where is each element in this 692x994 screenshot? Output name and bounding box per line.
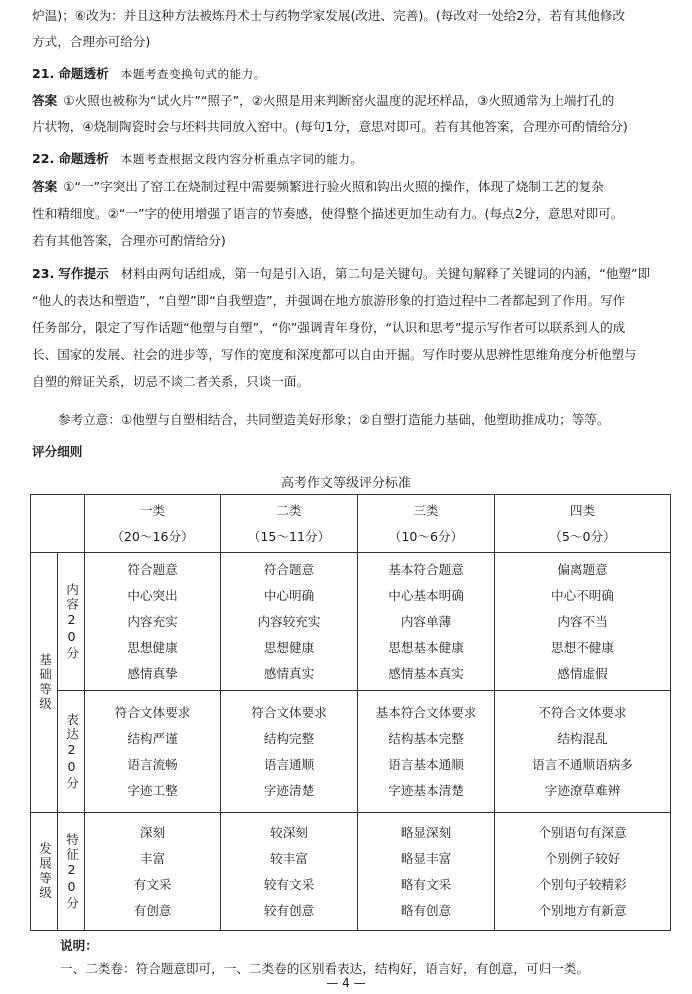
- answer-label: 答案: [32, 179, 58, 194]
- table-cell: 个别语句有深意 个别例子较好 个别句子较精彩 个别地方有新意: [495, 813, 671, 931]
- row-label: 内容20分: [58, 553, 85, 691]
- grade-header: 四类 （5～0分）: [495, 495, 671, 553]
- text-line: 材料由两句话组成，第一句是引入语，第二句是关键句。关键句解释了关键词的内涵，“他塑”即: [120, 266, 651, 281]
- answer-label: 答案: [32, 93, 58, 108]
- note-line: 一、二类卷：符合题意即可，一、二类卷的区别看表达，结构好，语言好，有创意，可归一类。: [60, 961, 589, 976]
- text-line: 任务部分，限定了写作话题“他塑与自塑”，“你”强调青年身份，“认识和思考”提示写作者可以联系到人的成: [32, 320, 626, 335]
- scoring-table: [30, 494, 671, 931]
- text-line: 自塑的辩证关系，切忌不谈二者关系，只谈一面。: [32, 374, 310, 389]
- text-line: 片状物，④烧制陶瓷时会与坯料共同放入窑中。(每句1分，意思对即可。若有其他答案，合理亦可酌情给分): [32, 119, 628, 134]
- row-label: 特征20分: [58, 813, 85, 931]
- row-group-label: 发展等级: [31, 813, 58, 931]
- table-cell: 符合题意 中心突出 内容充实 思想健康 感情真挚: [85, 553, 221, 691]
- answer-text: ①火照也被称为“试火片”“照子”，②火照是用来判断窑火温度的泥坯样品，③火照通常为上端打孔的: [63, 93, 615, 108]
- grade-header: 二类 （15～11分）: [221, 495, 358, 553]
- grade-header: 一类 （20～16分）: [85, 495, 221, 553]
- answer-line: [32, 89, 664, 112]
- notes-title: 说明：: [60, 938, 98, 953]
- section-desc: 本题考查根据文段内容分析重点字词的能力。: [120, 152, 363, 166]
- section-desc: 本题考查变换句式的能力。: [120, 67, 266, 81]
- text-line: 炉温)；⑥改为：并且这种方法被炼丹术士与药物学家发展(改进、完善)。(每改对一处给2分，若有其他修改: [32, 8, 626, 23]
- table-cell: 略显深刻 略显丰富 略有文采 略有创意: [358, 813, 495, 931]
- table-row-feature: [31, 813, 671, 931]
- text-line: 方式，合理亦可给分): [32, 34, 151, 49]
- table-title: 高考作文等级评分标准: [280, 476, 411, 491]
- question-number: 21.: [32, 66, 55, 81]
- text-line: 长、国家的发展、社会的进步等，写作的宽度和深度都可以自由开掘。写作时要从思辨性思维角度分析他塑与: [32, 347, 637, 362]
- table-cell: 基本符合题意 中心基本明确 内容单薄 思想基本健康 感情基本真实: [358, 553, 495, 691]
- table-cell: 深刻 丰富 有文采 有创意: [85, 813, 221, 931]
- question-22-header: [32, 147, 664, 171]
- question-number: 23.: [32, 266, 55, 281]
- page-number: — 4 —: [326, 976, 366, 990]
- grade-header: 三类 （10～6分）: [358, 495, 495, 553]
- section-heading: 命题透析: [58, 66, 109, 81]
- text-line: 若有其他答案，合理亦可酌情给分): [32, 233, 226, 248]
- question-21-header: [32, 62, 664, 86]
- table-cell: 较深刻 较丰富 较有文采 较有创意: [221, 813, 358, 931]
- question-23-header: [32, 262, 664, 285]
- scoring-title: 评分细则: [32, 444, 83, 459]
- section-heading: 写作提示: [58, 266, 109, 281]
- table-cell: 基本符合文体要求 结构基本完整 语言基本通顺 字迹基本清楚: [358, 691, 495, 813]
- table-cell: 符合题意 中心明确 内容较充实 思想健康 感情真实: [221, 553, 358, 691]
- table-row-expression: [31, 691, 671, 813]
- answer-text: ①“一”字突出了窑工在烧制过程中需要频繁进行验火照和钩出火照的操作，体现了烧制工艺的复杂: [63, 179, 604, 194]
- table-cell: 偏离题意 中心不明确 内容不当 思想不健康 感情虚假: [495, 553, 671, 691]
- table-row-content: [31, 553, 671, 691]
- corner-cell: [31, 495, 85, 553]
- section-heading: 命题透析: [58, 151, 109, 166]
- text-line: “他人的表达和塑造”，“自塑”即“自我塑造”，并强调在地方旅游形象的打造过程中二者都起到了作用。写作: [32, 293, 626, 308]
- table-cell: 不符合文体要求 结构混乱 语言不通顺语病多 字迹潦草难辨: [495, 691, 671, 813]
- row-group-label: 基础等级: [31, 553, 58, 813]
- table-cell: 符合文体要求 结构完整 语言通顺 字迹清楚: [221, 691, 358, 813]
- question-number: 22.: [32, 151, 55, 166]
- table-cell: 符合文体要求 结构严谨 语言流畅 字迹工整: [85, 691, 221, 813]
- table-header-row: [31, 495, 671, 553]
- text-line: 性和精细度。②“一”字的使用增强了语言的节奏感，使得整个描述更加生动有力。(每点2分，意思对即可。: [32, 206, 624, 221]
- row-label: 表达20分: [58, 691, 85, 813]
- reference-idea: 参考立意：①他塑与自塑相结合，共同塑造美好形象；②自塑打造能力基础，他塑助推成功；等等。: [58, 412, 610, 427]
- answer-line: [32, 175, 664, 198]
